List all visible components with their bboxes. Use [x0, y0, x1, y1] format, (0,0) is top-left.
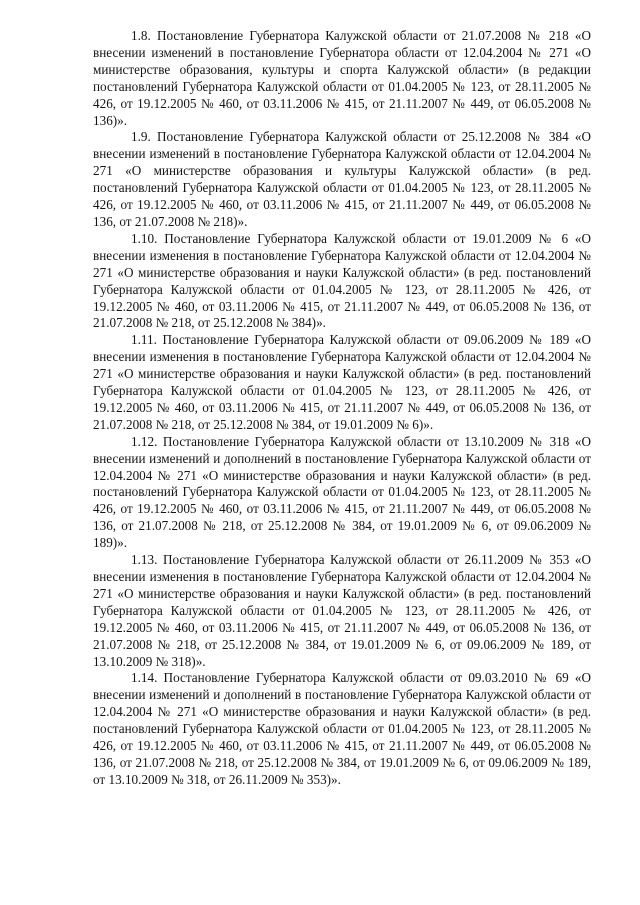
list-item-1-12: 1.12. Постановление Губернатора Калужской области от 13.10.2009 № 318 «О внесении изменений и дополнений в постановление Губернатора Калужской области от 12.04.2004 № 271 «О министерстве образования и науки Калужской области» (в ред. постановлений Губернатора Калужской области от 01.04.2005 № 123, от 28.11.2005 № 426, от 19.12.2005 № 460, от 03.11.2006 № 415, от 21.11.2007 № 449, от 06.05.2008 № 136, от 21.07.2008 № 218, от 25.12.2008 № 384, от 19.01.2009 № 6, от 09.06.2009 № 189)». [93, 433, 591, 551]
list-item-1-9: 1.9. Постановление Губернатора Калужской области от 25.12.2008 № 384 «О внесении изменений в постановление Губернатора Калужской области от 12.04.2004 № 271 «О министерстве образования и культуры Калужской области» (в ред. постановлений Губернатора Калужской области от 01.04.2005 № 123, от 28.11.2005 № 426, от 19.12.2005 № 460, от 03.11.2006 № 415, от 21.11.2007 № 449, от 06.05.2008 № 136, от 21.07.2008 № 218)». [93, 129, 591, 229]
list-item-1-13: 1.13. Постановление Губернатора Калужской области от 26.11.2009 № 353 «О внесении изменения в постановление Губернатора Калужской области от 12.04.2004 № 271 «О министерстве образования и науки Калужской области» (в ред. постановлений Губернатора Калужской области от 01.04.2005 № 123, от 28.11.2005 № 426, от 19.12.2005 № 460, от 03.11.2006 № 415, от 21.11.2007 № 449, от 06.05.2008 № 136, от 21.07.2008 № 218, от 25.12.2008 № 384, от 19.01.2009 № 6, от 09.06.2009 № 189, от 13.10.2009 № 318)». [93, 552, 591, 669]
list-item-1-11: 1.11. Постановление Губернатора Калужской области от 09.06.2009 № 189 «О внесении изменения в постановление Губернатора Калужской области от 12.04.2004 № 271 «О министерстве образования и науки Калужской области» (в ред. постановлений Губернатора Калужской области от 01.04.2005 № 123, от 28.11.2005 № 426, от 19.12.2005 № 460, от 03.11.2006 № 415, от 21.11.2007 № 449, от 06.05.2008 № 136, от 21.07.2008 № 218, от 25.12.2008 № 384, от 19.01.2009 № 6)». [93, 332, 591, 432]
document-page [93, 28, 591, 789]
list-item-1-10: 1.10. Постановление Губернатора Калужской области от 19.01.2009 № 6 «О внесении изменения в постановление Губернатора Калужской области от 12.04.2004 № 271 «О министерстве образования и науки Калужской области» (в ред. постановлений Губернатора Калужской области от 01.04.2005 № 123, от 28.11.2005 № 426, от 19.12.2005 № 460, от 03.11.2006 № 415, от 21.11.2007 № 449, от 06.05.2008 № 136, от 21.07.2008 № 218, от 25.12.2008 № 384)». [93, 230, 591, 331]
list-item-1-8: 1.8. Постановление Губернатора Калужской области от 21.07.2008 № 218 «О внесении изменений в постановление Губернатора области от 12.04.2004 № 271 «О министерстве образования, культуры и спорта Калужской области» (в редакции постановлений Губернатора Калужской области от 01.04.2005 № 123, от 28.11.2005 № 426, от 19.12.2005 № 460, от 03.11.2006 № 415, от 21.11.2007 № 449, от 06.05.2008 № 136)». [93, 28, 591, 128]
list-item-1-14: 1.14. Постановление Губернатора Калужской области от 09.03.2010 № 69 «О внесении изменений и дополнений в постановление Губернатора Калужской области от 12.04.2004 № 271 «О министерстве образования и науки Калужской области» (в ред. постановлений Губернатора Калужской области от 01.04.2005 № 123, от 28.11.2005 № 426, от 19.12.2005 № 460, от 03.11.2006 № 415, от 21.11.2007 № 449, от 06.05.2008 № 136, от 21.07.2008 № 218, от 25.12.2008 № 384, от 19.01.2009 № 6, от 09.06.2009 № 189, от 13.10.2009 № 318, от 26.11.2009 № 353)». [93, 670, 591, 787]
